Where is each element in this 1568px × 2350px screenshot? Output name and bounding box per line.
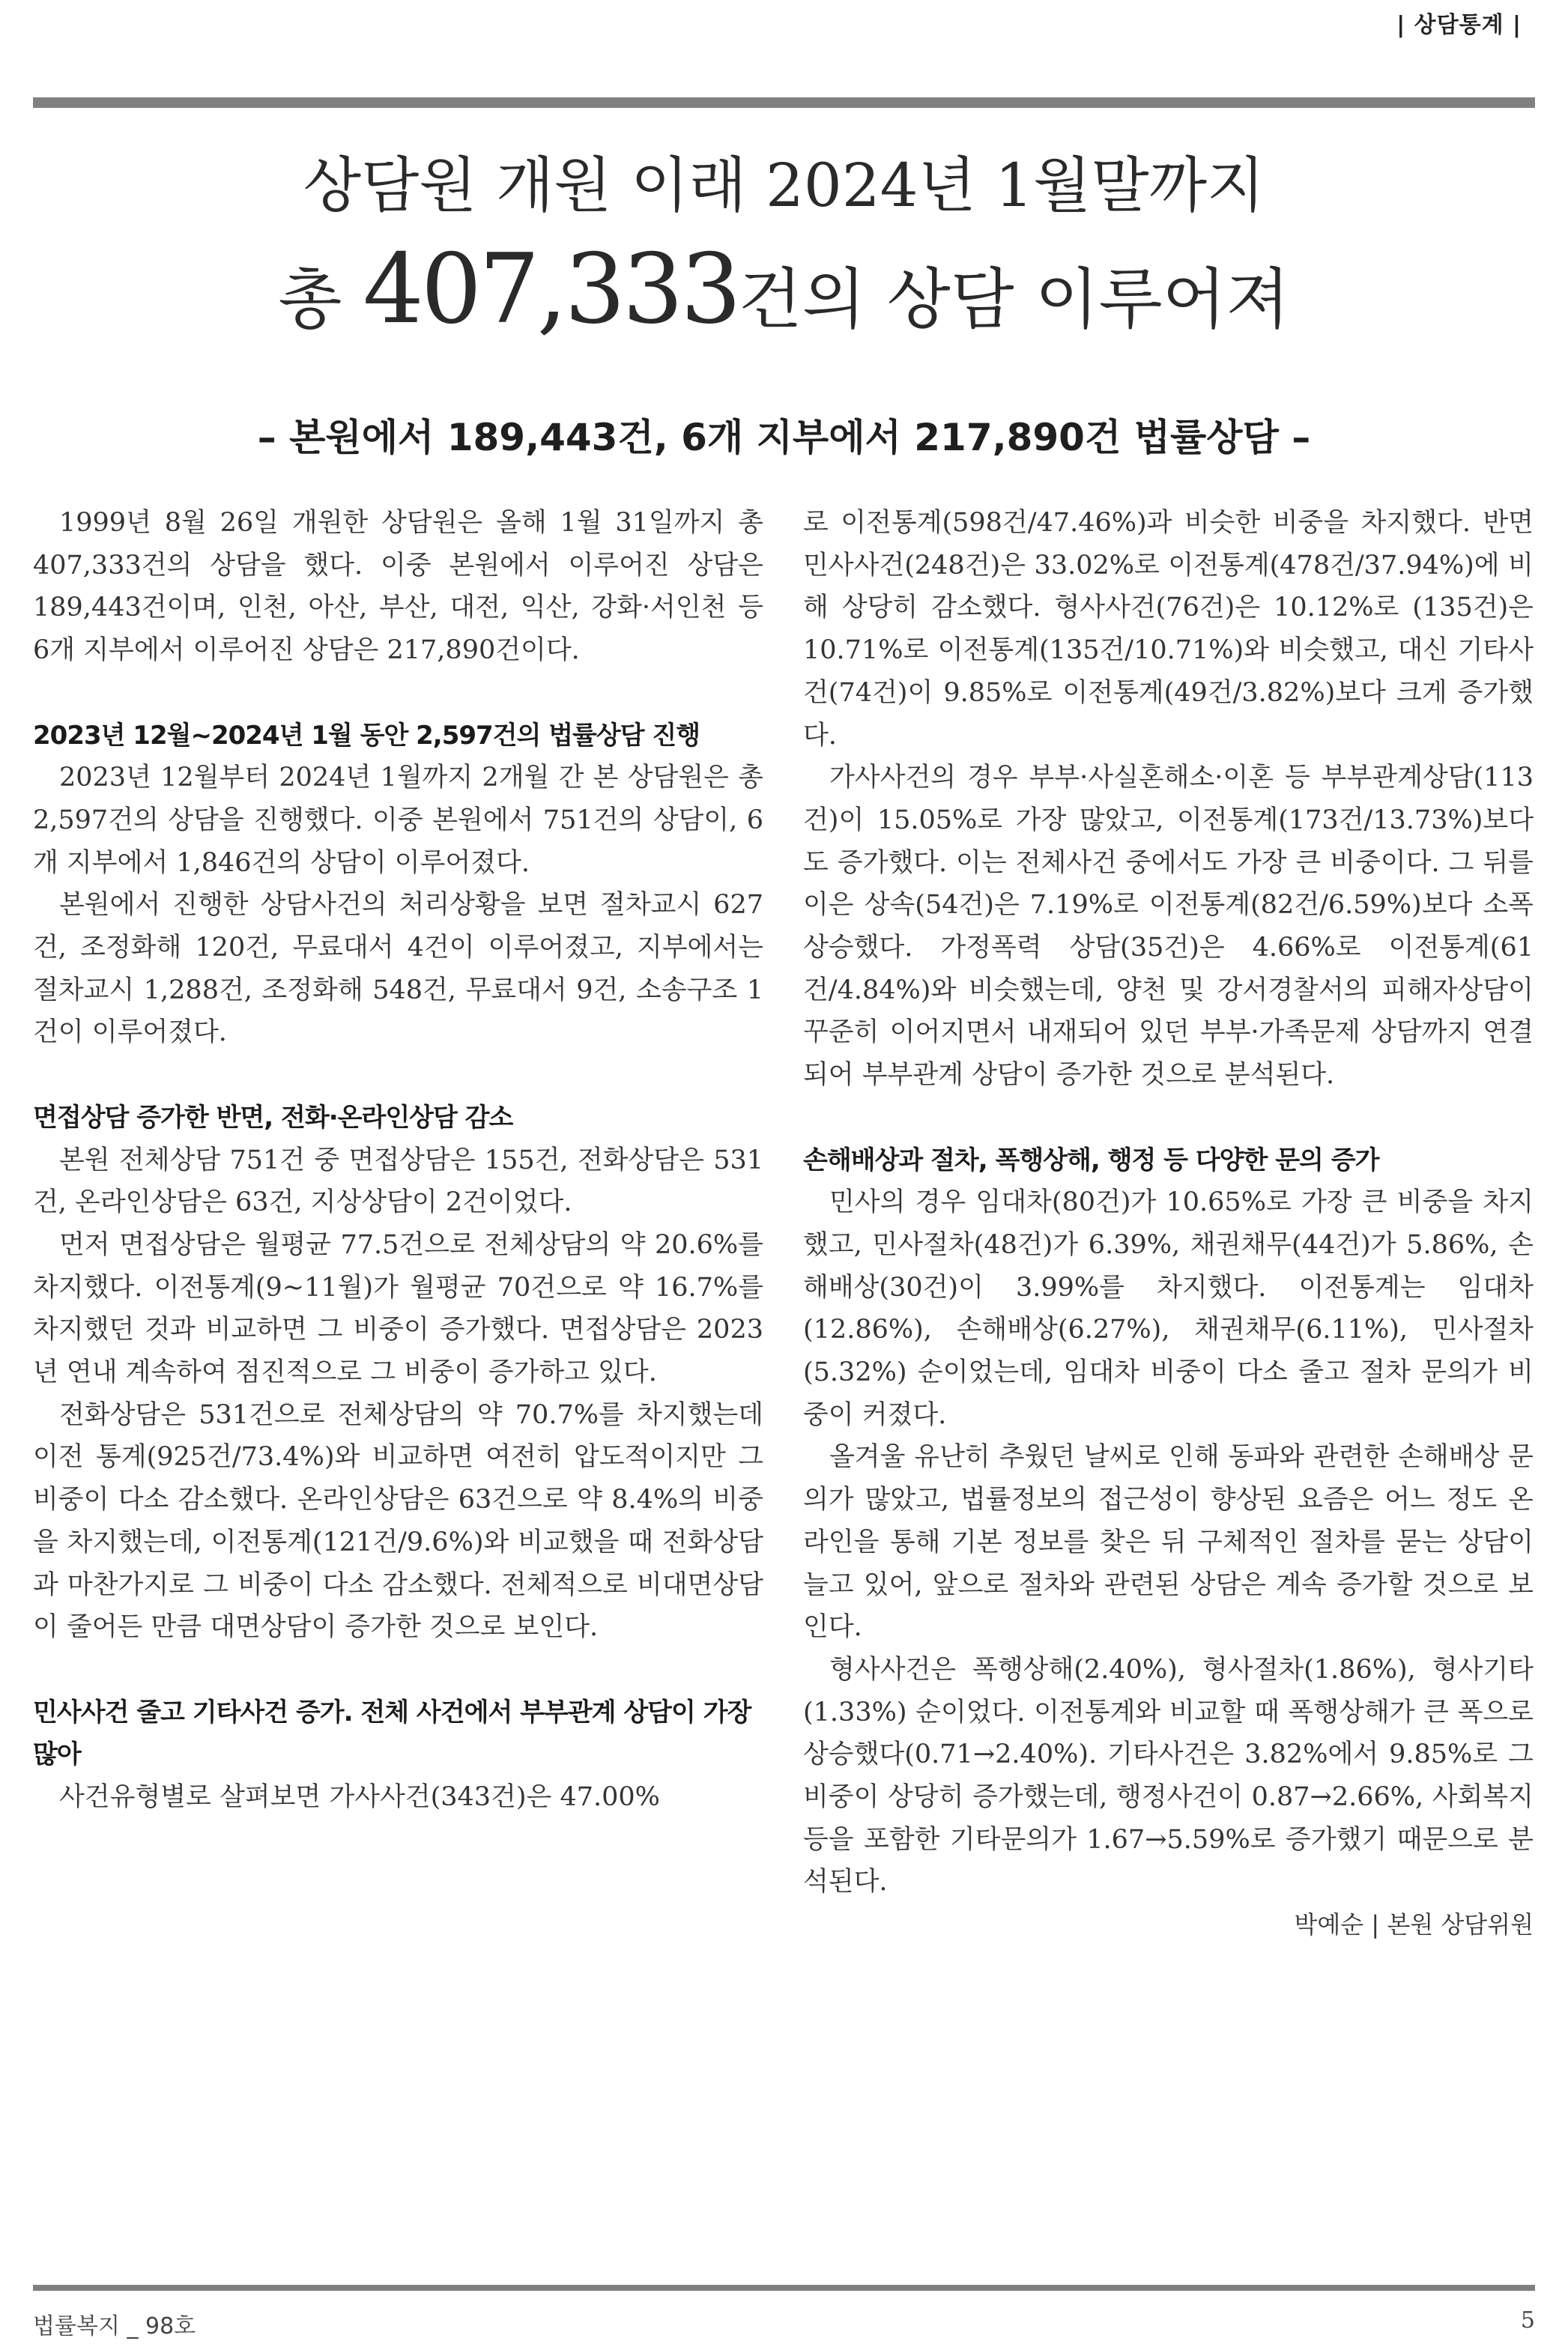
section-heading: 민사사건 줄고 기타사건 증가. 전체 사건에서 부부관계 상담이 가장 많아	[33, 1697, 751, 1770]
left-column	[33, 502, 763, 1819]
body-paragraph: 전화상담은 531건으로 전체상담의 약 70.7%를 차지했는데 이전 통계(925건/73.4%)와 비교하면 여전히 압도적이지만 그 비중이 다소 감소했다. 온라인상담은 63건으로 약 8.4%의 비중을 차지했는데, 이전통계(121건/9.6%)와 비교했을 때 전화상담과 마찬가지로 그 비중이 다소 감소했다. 전체적으로 비대면상담이 줄어든 만큼 대면상담이 증가한 것으로 보인다.	[33, 1399, 763, 1643]
headline-line-1: 상담원 개원 이래 2024년 1월말까지	[303, 151, 1265, 220]
top-rule	[33, 97, 1535, 108]
subtitle: – 본원에서 189,443건, 6개 지부에서 217,890건 법률상담 –	[257, 416, 1311, 459]
body-paragraph: 민사의 경우 임대차(80건)가 10.65%로 가장 큰 비중을 차지했고, 민사절차(48건)가 6.39%, 채권채무(44건)가 5.86%, 손해배상(30건)이 3.99%를 차지했다. 이전통계는 임대차(12.86%), 손해배상(6.27%), 채권채무(6.11%), 민사절차(5.32%) 순이었는데, 임대차 비중이 다소 줄고 절차 문의가 비중이 커졌다.	[803, 1187, 1534, 1430]
bottom-rule	[33, 2285, 1535, 2291]
section-tag: | 상담통계 |	[1396, 12, 1522, 38]
section-heading: 손해배상과 절차, 폭행상해, 행정 등 다양한 문의 증가	[803, 1145, 1379, 1175]
body-paragraph: 로 이전통계(598건/47.46%)과 비슷한 비중을 차지했다. 반면 민사사건(248건)은 33.02%로 이전통계(478건/37.94%)에 비해 상당히 감소했다. 형사사건(76건)은 10.12%로 (135건)은 10.71%로 이전통계(135건/10.71%)와 비슷했고, 대신 기타사건(74건)이 9.85%로 이전통계(49건/3.82%)보다 크게 증가했다.	[803, 508, 1534, 751]
section-heading: 2023년 12월~2024년 1월 동안 2,597건의 법률상담 진행	[33, 720, 700, 751]
body-paragraph: 형사사건은 폭행상해(2.40%), 형사절차(1.86%), 형사기타(1.33%) 순이었다. 이전통계와 비교할 때 폭행상해가 큰 폭으로 상승했다(0.71→2.40%). 기타사건은 3.82%에서 9.85%로 그 비중이 상당히 증가했는데, 행정사건이 0.87→2.66%, 사회복지 등을 포함한 기타문의가 1.67→5.59%로 증가했기 때문으로 분석된다.	[803, 1654, 1534, 1898]
page-number: 5	[1520, 2307, 1535, 2334]
right-column	[803, 502, 1534, 1945]
author-byline: 박예순 | 본원 상담위원	[1294, 1910, 1534, 1939]
headline-prefix: 총	[278, 261, 363, 338]
headline-suffix: 건의 상담 이루어져	[738, 261, 1290, 338]
intro-paragraph: 1999년 8월 26일 개원한 상담원은 올해 1월 31일까지 총 407,333건의 상담을 했다. 이중 본원에서 이루어진 상담은 189,443건이며, 인천, 아산, 부산, 대전, 익산, 강화·서인천 등 6개 지부에서 이루어진 상담은 217,890건이다.	[33, 508, 763, 666]
headline-line-2	[0, 234, 1568, 348]
body-paragraph: 2023년 12월부터 2024년 1월까지 2개월 간 본 상담원은 총 2,597건의 상담을 진행했다. 이중 본원에서 751건의 상담이, 6개 지부에서 1,846건의 상담이 이루어졌다.	[33, 763, 763, 878]
body-paragraph: 본원에서 진행한 상담사건의 처리상황을 보면 절차교시 627건, 조정화해 120건, 무료대서 4건이 이루어졌고, 지부에서는 절차교시 1,288건, 조정화해 548건, 무료대서 9건, 소송구조 1건이 이루어졌다.	[33, 890, 763, 1048]
body-paragraph: 먼저 면접상담은 월평균 77.5건으로 전체상담의 약 20.6%를 차지했다. 이전통계(9~11월)가 월평균 70건으로 약 16.7%를 차지했던 것과 비교하면 그 비중이 증가했다. 면접상담은 2023년 연내 계속하여 점진적으로 그 비중이 증가하고 있다.	[33, 1229, 763, 1388]
section-heading: 면접상담 증가한 반면, 전화·온라인상담 감소	[33, 1102, 513, 1133]
body-paragraph: 가사사건의 경우 부부·사실혼해소·이혼 등 부부관계상담(113건)이 15.05%로 가장 많았고, 이전통계(173건/13.73%)보다도 증가했다. 이는 전체사건 중에서도 가장 큰 비중이다. 그 뒤를 이은 상속(54건)은 7.19%로 이전통계(82건/6.59%)보다 소폭 상승했다. 가정폭력 상담(35건)은 4.66%로 이전통계(61건/4.84%)와 비슷했는데, 양천 및 강서경찰서의 피해자상담이 꾸준히 이어지면서 내재되어 있던 부부·가족문제 상담까지 연결되어 부부관계 상담이 증가한 것으로 분석된다.	[803, 763, 1534, 1091]
body-paragraph: 올겨울 유난히 추웠던 날씨로 인해 동파와 관련한 손해배상 문의가 많았고, 법률정보의 접근성이 향상된 요즘은 어느 정도 온라인을 통해 기본 정보를 찾은 뒤 구체적인 절차를 묻는 상담이 늘고 있어, 앞으로 절차와 관련된 상담은 계속 증가할 것으로 보인다.	[803, 1442, 1534, 1643]
body-paragraph: 본원 전체상담 751건 중 면접상담은 155건, 전화상담은 531건, 온라인상담은 63건, 지상상담이 2건이었다.	[33, 1145, 763, 1218]
body-paragraph: 사건유형별로 살펴보면 가사사건(343건)은 47.00%	[59, 1782, 660, 1813]
headline-total-count: 407,333	[363, 234, 739, 345]
publication-name: 법률복지 _ 98호	[33, 2313, 196, 2340]
